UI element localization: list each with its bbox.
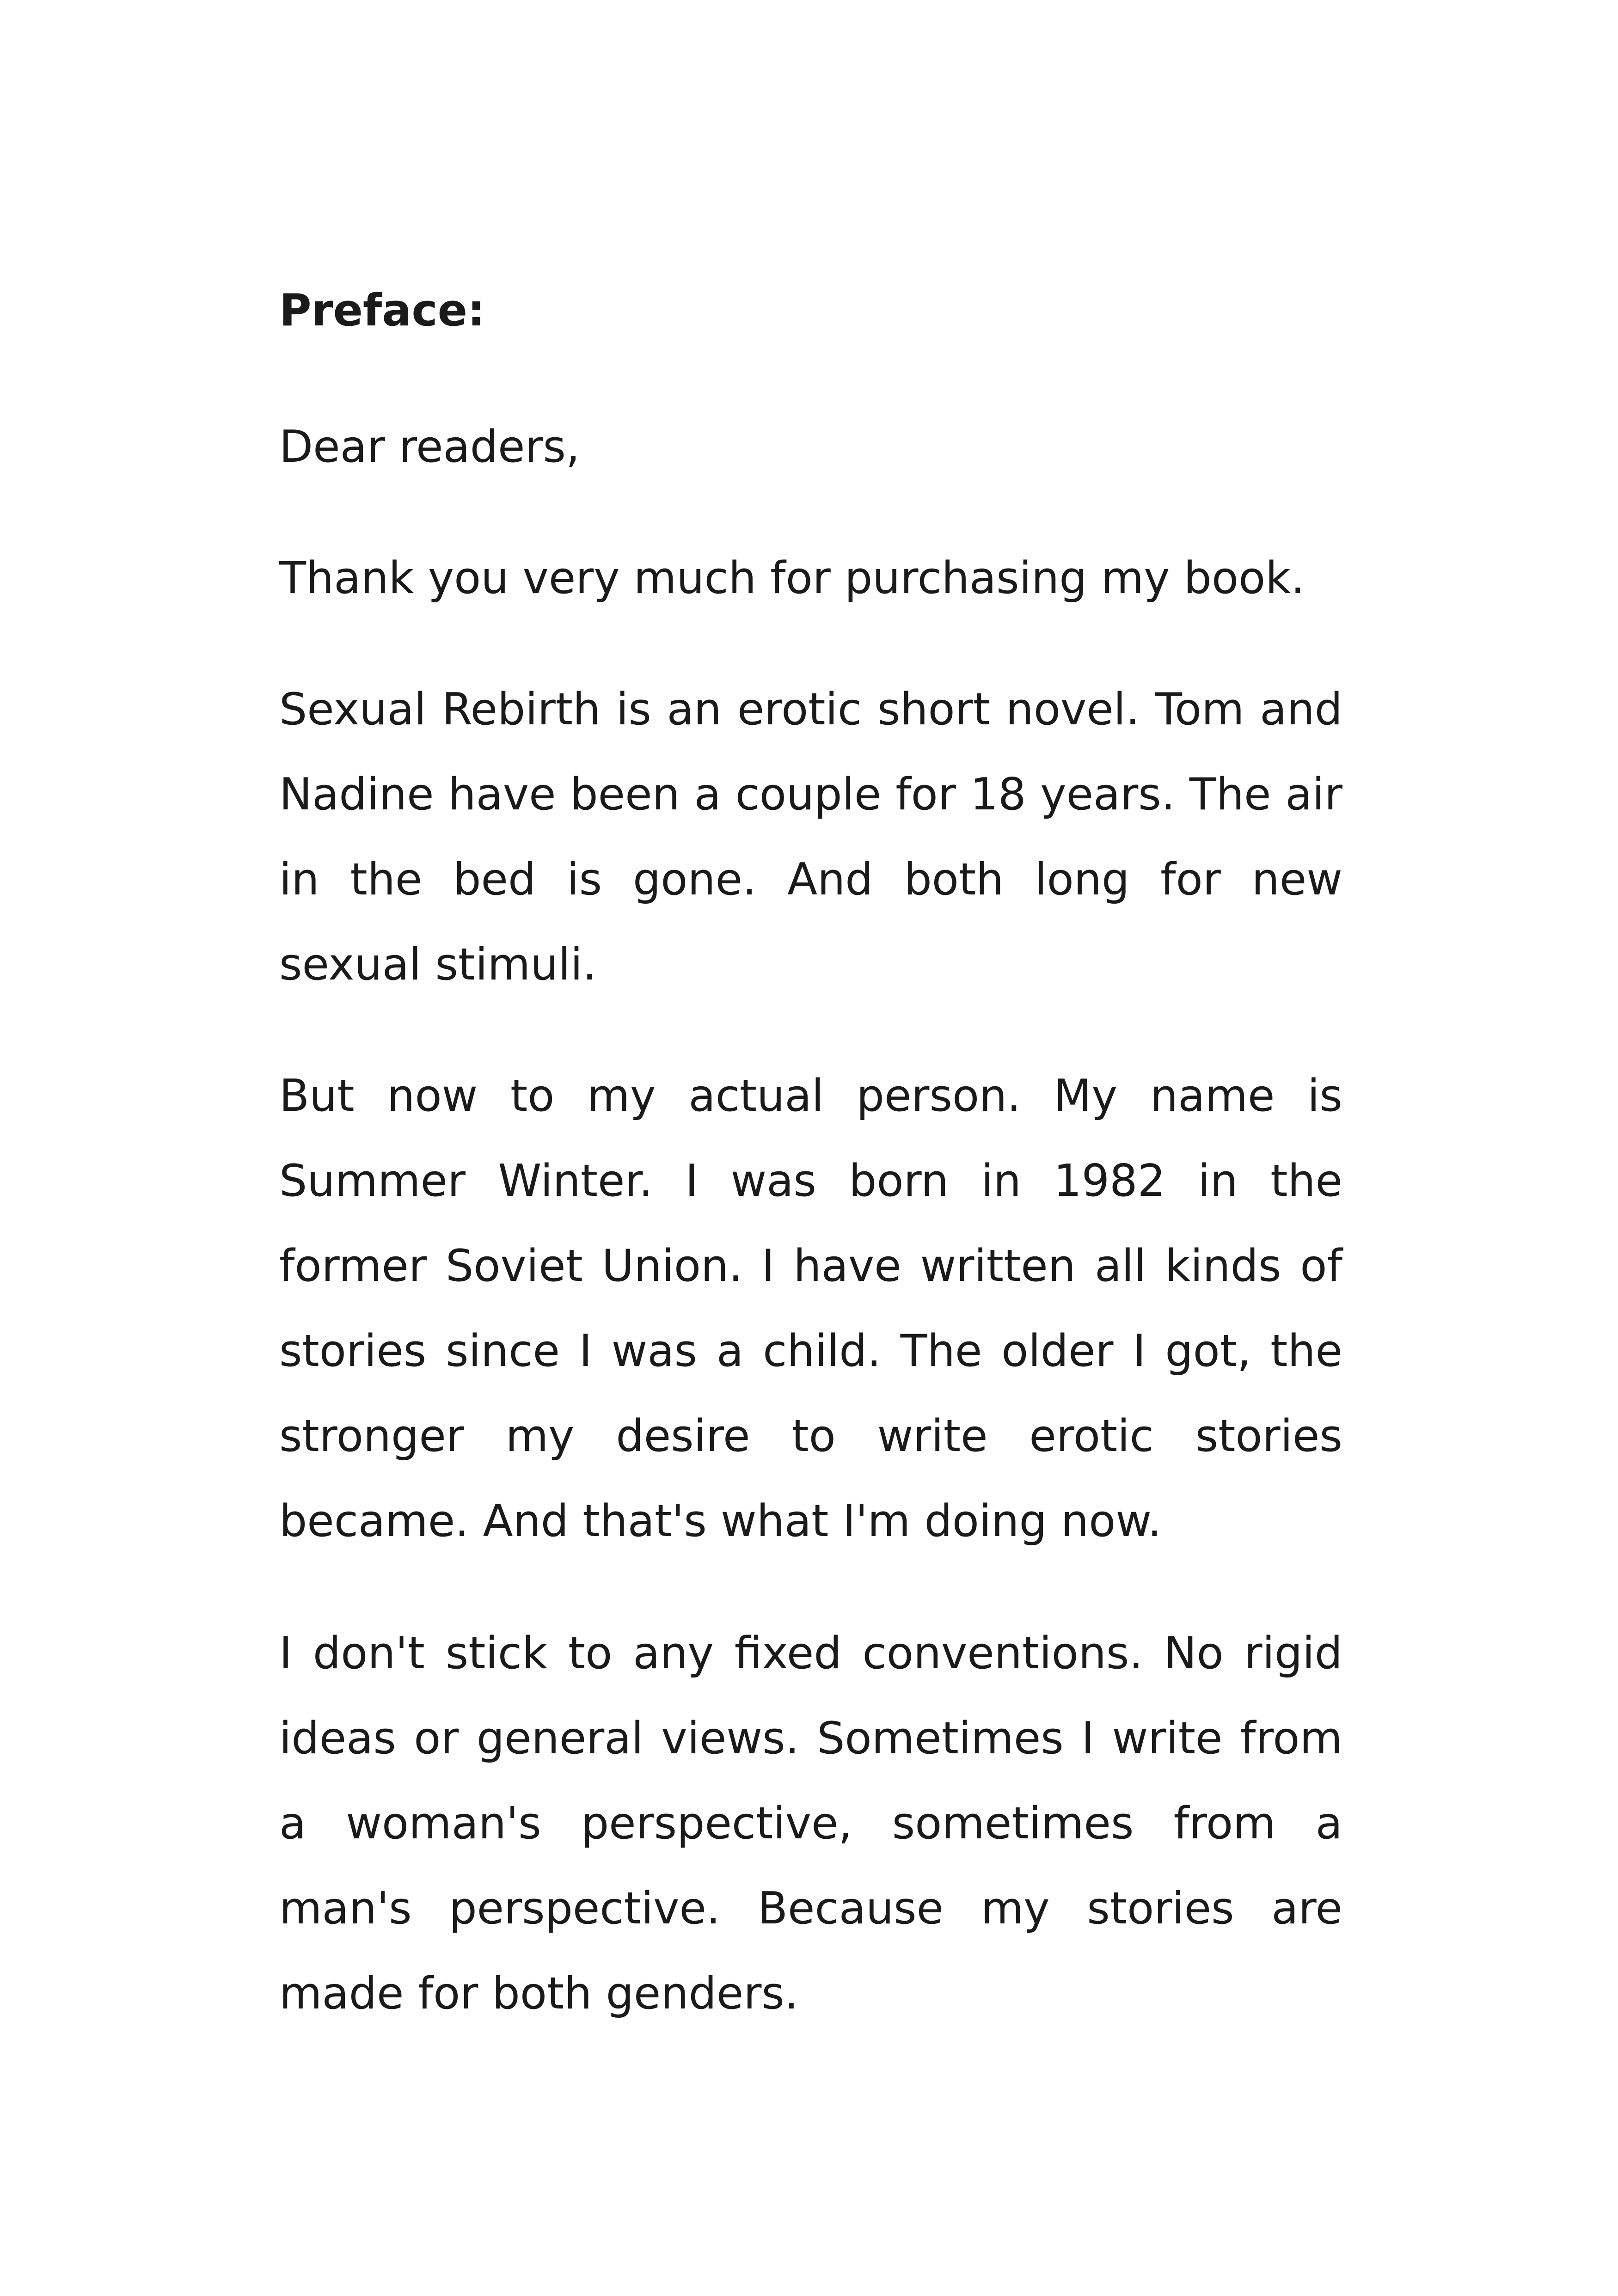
text-column [279,273,1342,2036]
salutation: Dear readers, [279,422,580,472]
paragraph-author-bio: But now to my actual person. My name is Summer Winter. I was born in 1982 in the former Soviet Union. I have written all kinds of stories since I was a child. The older I got, the stronger my desire to write erotic stories became. And that's what I'm doing now. [279,1071,1342,1547]
preface-heading: Preface: [279,285,485,336]
paragraph-synopsis: Sexual Rebirth is an erotic short novel. Tom and Nadine have been a couple for 18 years. The air in the bed is gone. And both long for new sexual stimuli. [279,684,1342,990]
paragraph-conventions: I don't stick to any fixed conventions. No rigid ideas or general views. Sometimes I write from a woman's perspective, sometimes from a man's perspective. Because my stories are made for both genders. [279,1628,1342,2019]
paragraph-thanks: Thank you very much for purchasing my book. [279,553,1305,604]
